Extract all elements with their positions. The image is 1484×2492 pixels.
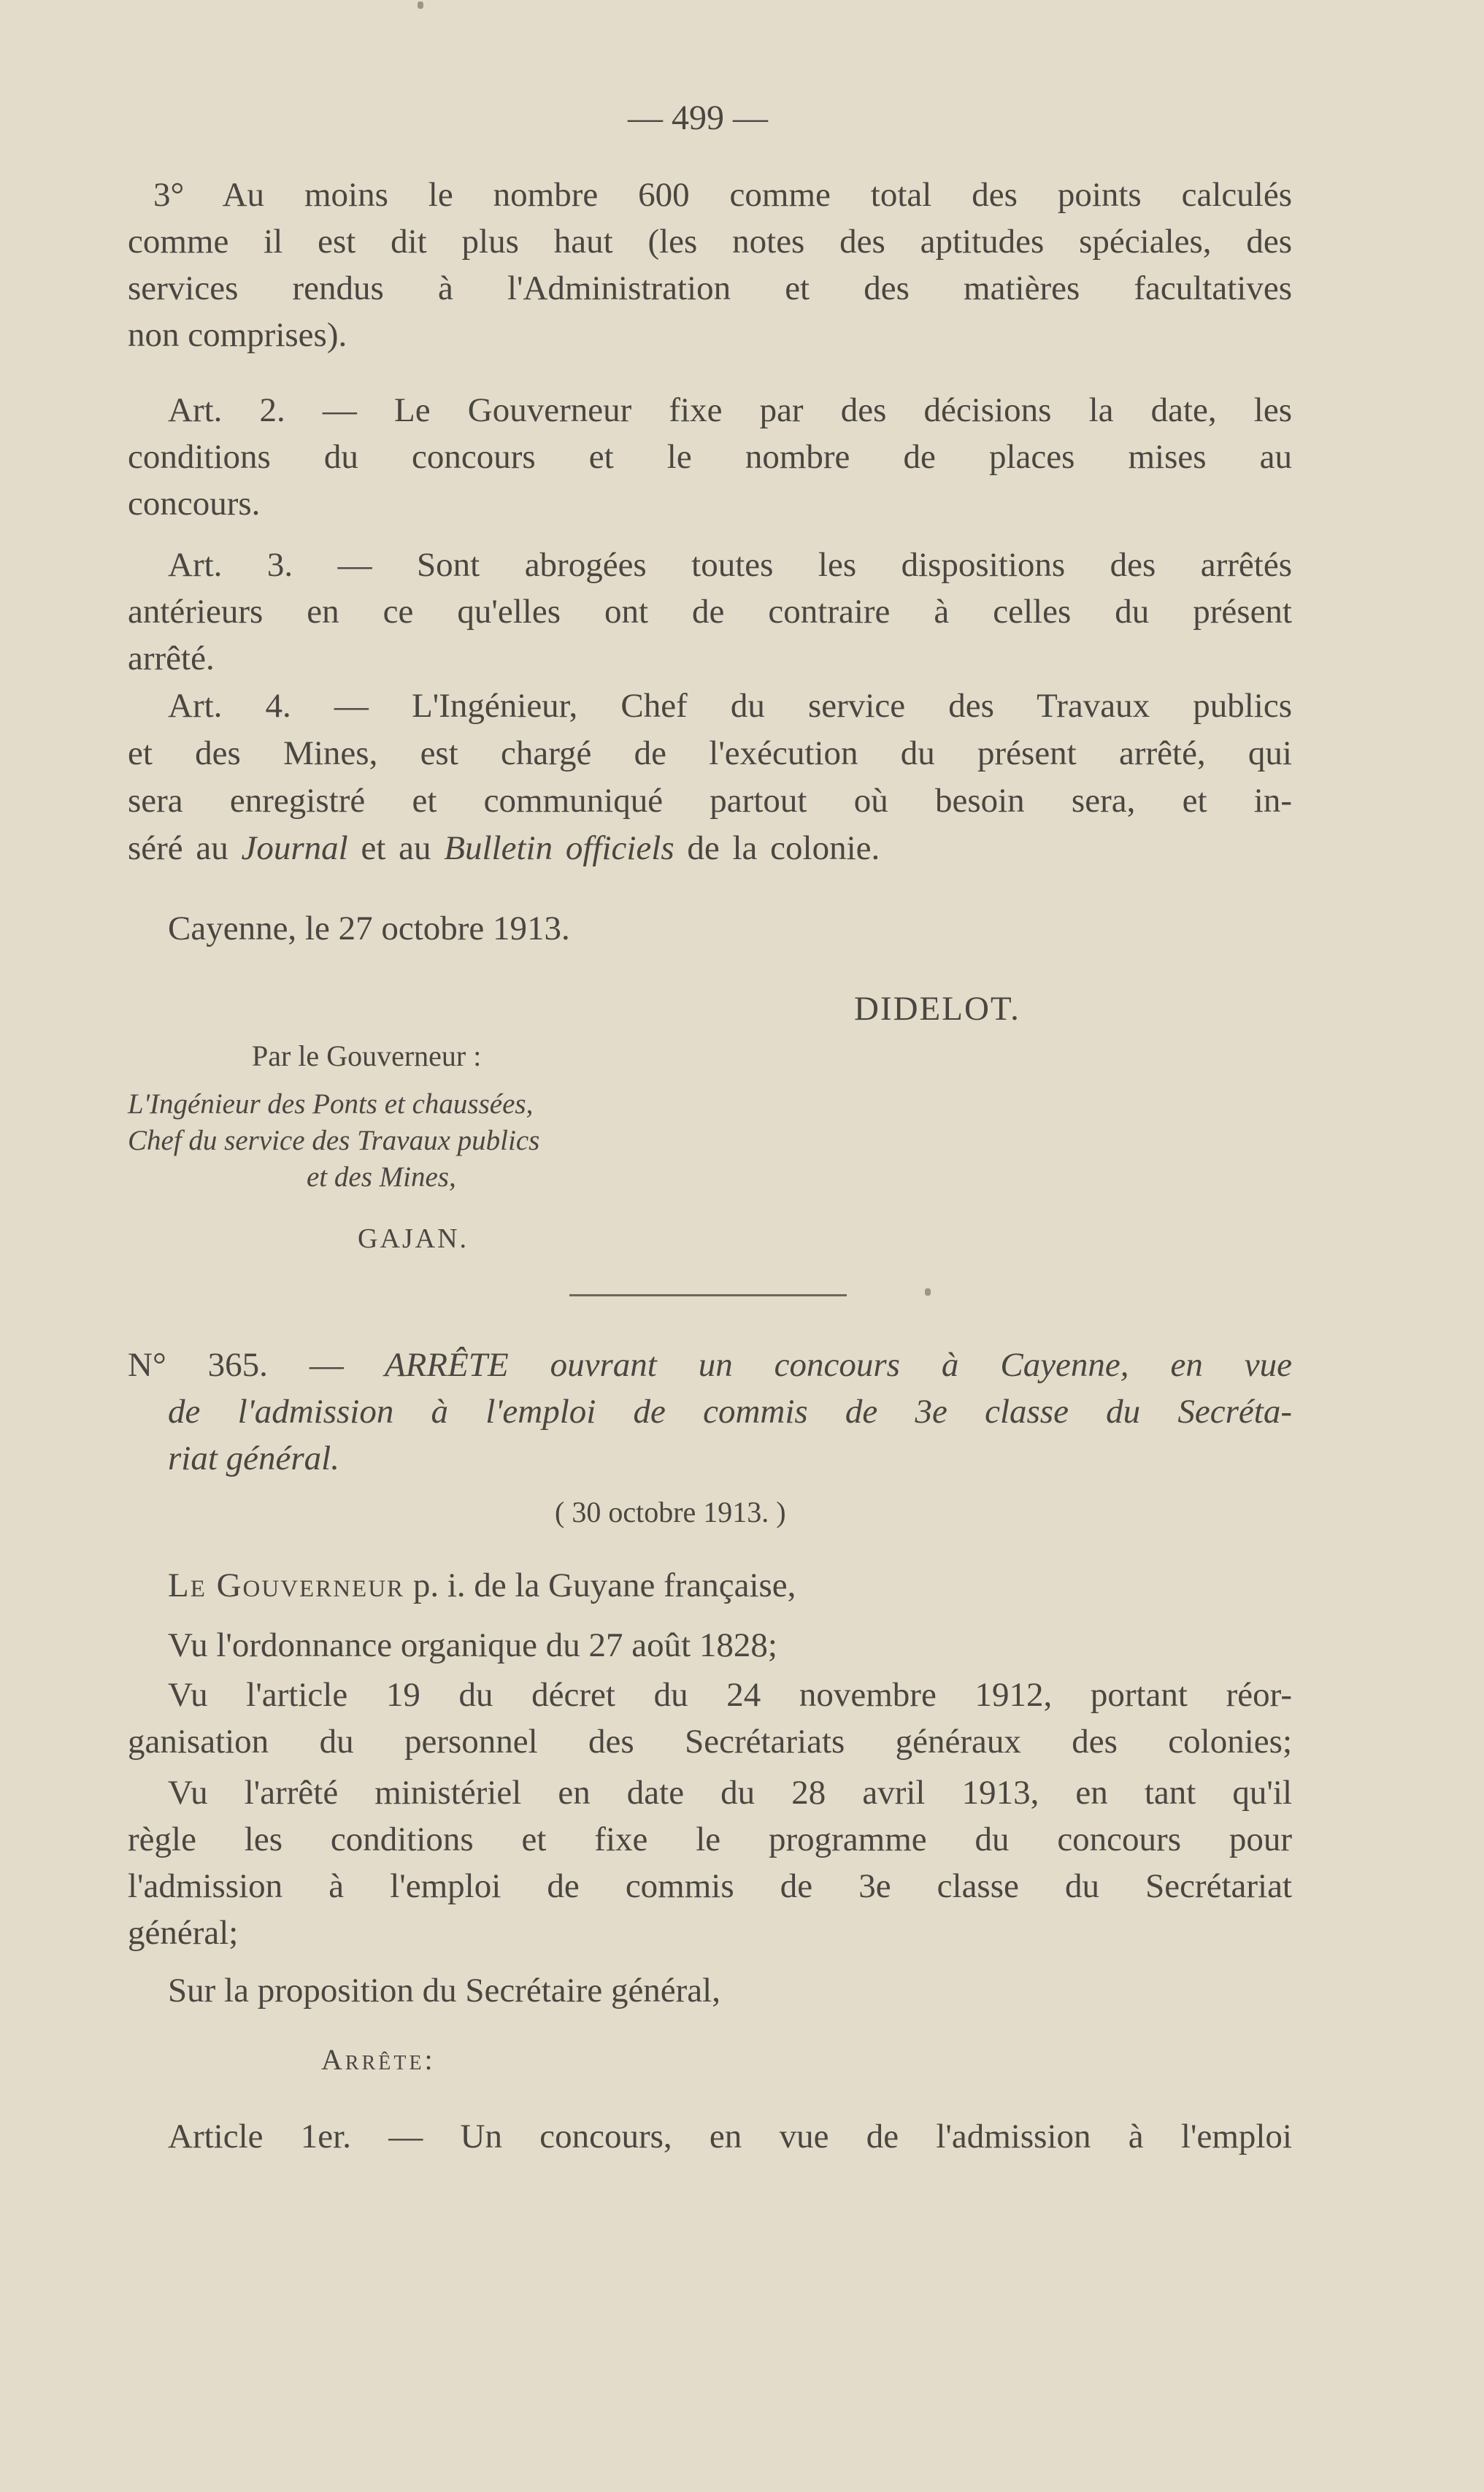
art4-text: séré au <box>128 829 242 867</box>
sur-proposition: Sur la proposition du Secrétaire général, <box>168 1972 720 2010</box>
arrete-title: ARRÊTE ouvrant un concours à Cayenne, en vue <box>343 1346 1292 1384</box>
art3-line3: arrêté. <box>128 639 215 677</box>
article1-line1: Article 1er. — Un concours, en vue de l'admission à l'emploi <box>168 2118 1292 2155</box>
para1-line1: 3° Au moins le nombre 600 comme total des points calculés <box>153 176 1292 214</box>
gouverneur-line <box>168 1562 796 1609</box>
vu-arrete-line4: général; <box>128 1914 239 1952</box>
vu-article-line1: Vu l'article 19 du décret du 24 novembre 1912, portant réor- <box>168 1676 1292 1714</box>
art2-line3: concours. <box>128 485 261 523</box>
arrete-date: ( 30 octobre 1913. ) <box>555 1496 786 1528</box>
art4-line1: Art. 4. — L'Ingénieur, Chef du service des Travaux publics <box>168 687 1292 725</box>
vu-arrete-line2: règle les conditions et fixe le programme du concours pour <box>128 1820 1292 1858</box>
art2-line1: Art. 2. — Le Gouverneur fixe par des décisions la date, les <box>168 391 1292 429</box>
para1-line4: non comprises). <box>128 316 347 354</box>
vu-arrete-line3: l'admission à l'emploi de commis de 3e classe du Secrétariat <box>128 1867 1292 1905</box>
arrete-title-line1 <box>128 1342 1292 1388</box>
para1-line2: comme il est dit plus haut (les notes des aptitudes spéciales, des <box>128 223 1292 261</box>
art4-line2: et des Mines, est chargé de l'exécution du présent arrêté, qui <box>128 734 1292 772</box>
section-divider <box>569 1294 847 1296</box>
art4-line3: sera enregistré et communiqué partout où besoin sera, et in- <box>128 782 1292 820</box>
ink-speck <box>418 1 423 9</box>
arrete-number: N° 365. — <box>128 1346 344 1384</box>
vu-ordonnance: Vu l'ordonnance organique du 27 août 1828; <box>168 1626 777 1664</box>
para1-line3: services rendus à l'Administration et des matières facultatives <box>128 269 1292 307</box>
signatory-title-line2: Chef du service des Travaux publics <box>128 1125 540 1156</box>
signatory-title-line3: et des Mines, <box>307 1161 456 1193</box>
journal-ref: Journal <box>241 829 348 867</box>
art4-text: de la colonie. <box>674 829 880 867</box>
art3-line1: Art. 3. — Sont abrogées toutes les dispositions des arrêtés <box>168 546 1292 584</box>
bulletin-ref: Bulletin officiels <box>444 829 674 867</box>
art2-line2: conditions du concours et le nombre de places mises au <box>128 438 1292 476</box>
ink-speck <box>925 1288 931 1296</box>
signatory-title-line1: L'Ingénieur des Ponts et chaussées, <box>128 1088 534 1120</box>
par-le-gouverneur: Par le Gouverneur : <box>252 1039 482 1072</box>
arrete-heading: Arrête: <box>321 2043 436 2076</box>
art3-line2: antérieurs en ce qu'elles ont de contraire à celles du présent <box>128 593 1292 631</box>
vu-arrete-line1: Vu l'arrêté ministériel en date du 28 avril 1913, en tant qu'il <box>168 1774 1292 1812</box>
page-number: — 499 — <box>628 99 768 137</box>
gouverneur-label: Le Gouverneur <box>168 1566 405 1604</box>
vu-article-line2: ganisation du personnel des Secrétariats généraux des colonies; <box>128 1723 1292 1761</box>
signatory-name: GAJAN. <box>358 1223 469 1254</box>
dateline: Cayenne, le 27 octobre 1913. <box>168 909 570 947</box>
art4-text: et au <box>347 829 445 867</box>
art4-line4 <box>128 825 880 872</box>
signature: DIDELOT. <box>854 990 1020 1028</box>
gouverneur-rest: p. i. de la Guyane française, <box>404 1566 796 1604</box>
arrete-title-line2: de l'admission à l'emploi de commis de 3e classe du Secréta- <box>168 1393 1292 1431</box>
arrete-title-line3: riat général. <box>168 1439 339 1477</box>
